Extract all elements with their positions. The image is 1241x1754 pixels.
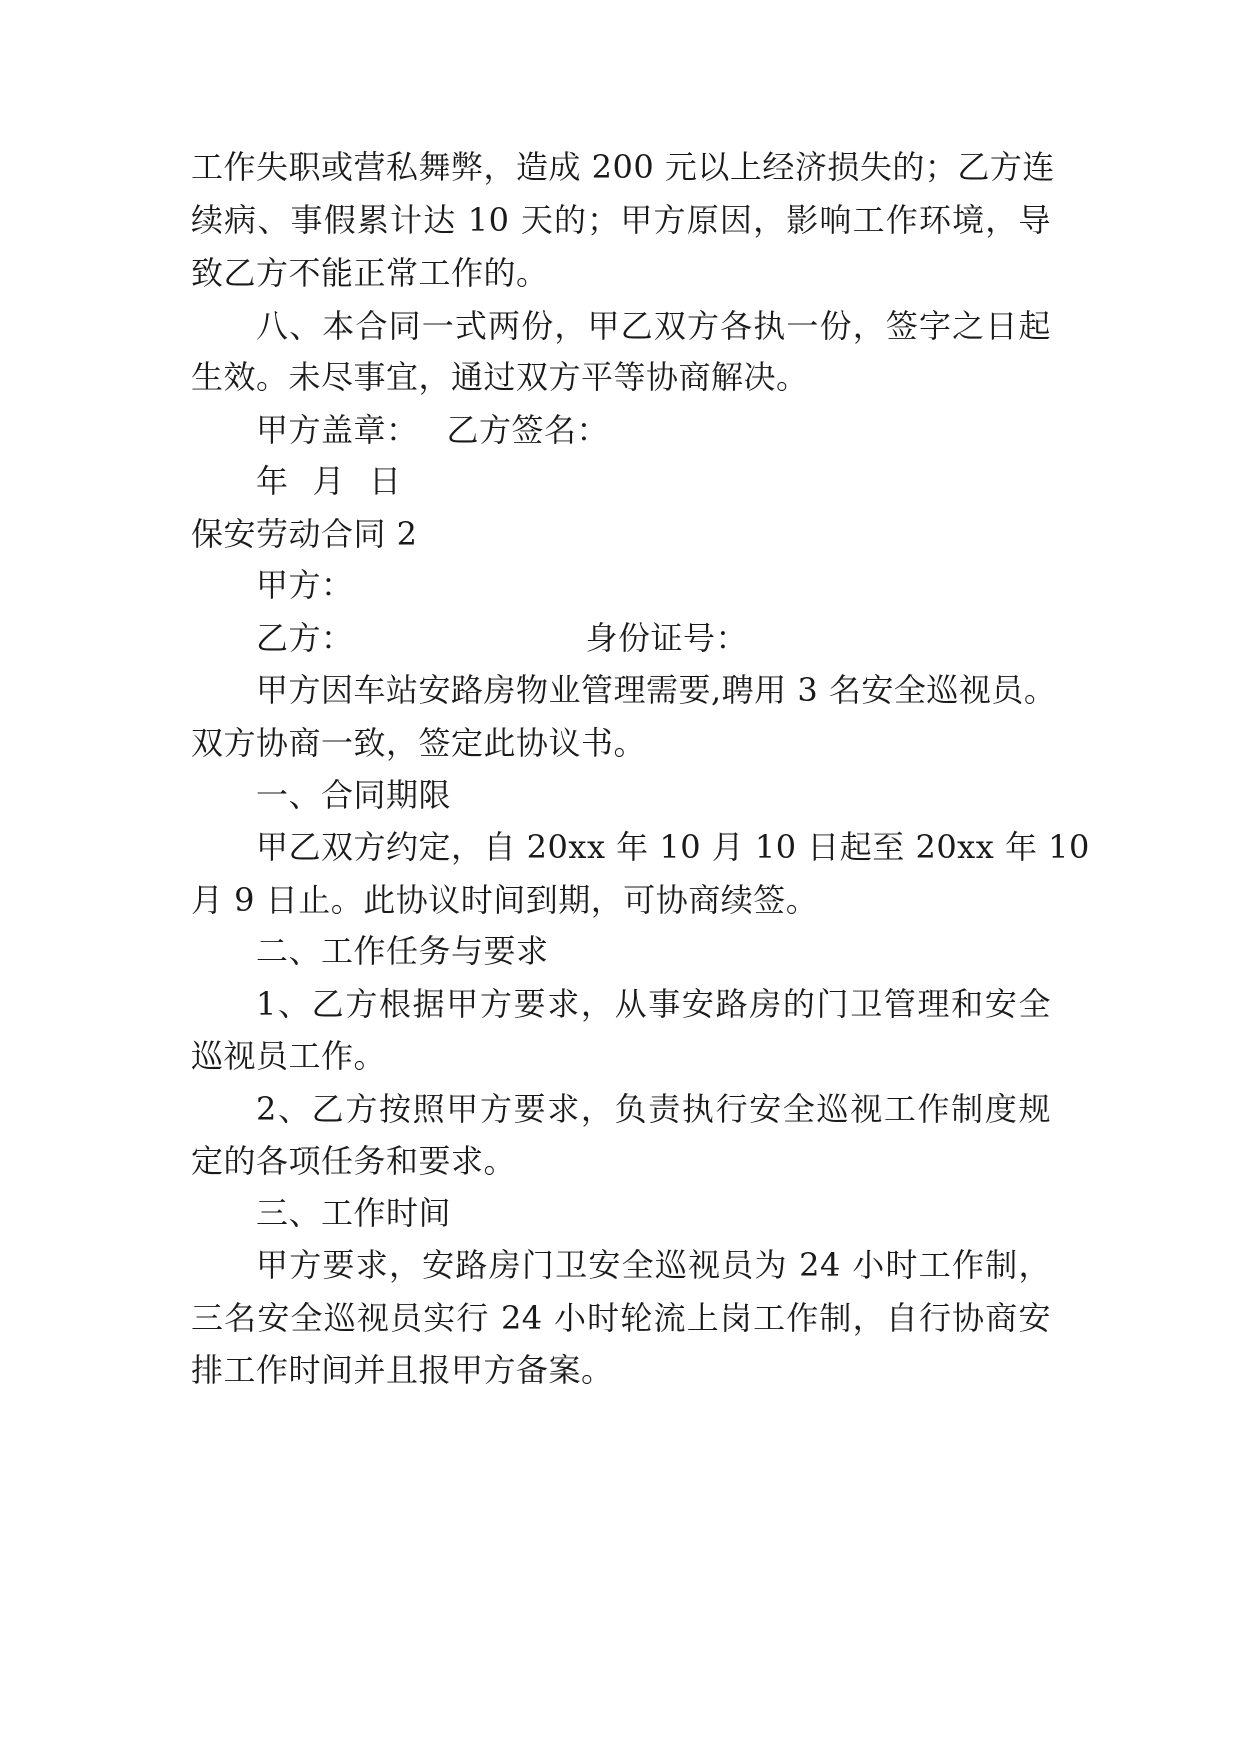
body-text-line: 甲方要求，安路房门卫安全巡视员为 24 小时工作制， — [256, 1246, 1051, 1284]
signature-line — [256, 410, 609, 450]
body-text-line: 月 9 日止。此协议时间到期，可协商续签。 — [191, 881, 819, 919]
body-text-line: 排工作时间并且报甲方备案。 — [191, 1351, 614, 1389]
body-text-line: 甲乙双方约定，自 20xx 年 10 月 10 日起至 20xx 年 10 — [256, 828, 1090, 866]
intro-line: 双方协商一致，签定此协议书。 — [191, 724, 647, 762]
intro-line: 甲方因车站安路房物业管理需要,聘用 3 名安全巡视员。 — [256, 671, 1057, 709]
party-b-sign-label: 乙方签名： — [446, 411, 610, 449]
section-heading: 二、工作任务与要求 — [256, 932, 549, 970]
party-b-line — [256, 618, 748, 658]
body-text-line: 巡视员工作。 — [191, 1037, 387, 1075]
date-line — [256, 461, 402, 501]
body-text-line: 1、乙方根据甲方要求，从事安路房的门卫管理和安全 — [256, 985, 1051, 1023]
date-month-label: 月 — [312, 462, 346, 500]
body-text-line: 工作失职或营私舞弊，造成 200 元以上经济损失的；乙方连 — [191, 148, 1055, 186]
date-day-label: 日 — [369, 462, 402, 500]
id-number-label: 身份证号： — [585, 619, 749, 657]
party-b-label: 乙方： — [256, 619, 354, 657]
body-text-line: 致乙方不能正常工作的。 — [191, 254, 549, 292]
body-text-line: 2、乙方按照甲方要求，负责执行安全巡视工作制度规 — [256, 1090, 1051, 1128]
clause-eight-line: 生效。未尽事宜，通过双方平等协商解决。 — [191, 358, 809, 396]
section-heading: 三、工作时间 — [256, 1194, 452, 1232]
section-heading: 一、合同期限 — [256, 776, 452, 814]
party-a-seal-label: 甲方盖章： — [256, 411, 419, 449]
date-year-label: 年 — [256, 462, 289, 500]
contract-2-title: 保安劳动合同 2 — [191, 515, 418, 553]
body-text-line: 定的各项任务和要求。 — [191, 1142, 517, 1180]
body-text-line: 三名安全巡视员实行 24 小时轮流上岗工作制，自行协商安 — [191, 1299, 1051, 1337]
clause-eight-line: 八、本合同一式两份，甲乙双方各执一份，签字之日起 — [256, 307, 1051, 345]
body-text-line: 续病、事假累计达 10 天的；甲方原因，影响工作环境，导 — [191, 201, 1051, 239]
party-a-label: 甲方： — [256, 566, 354, 604]
